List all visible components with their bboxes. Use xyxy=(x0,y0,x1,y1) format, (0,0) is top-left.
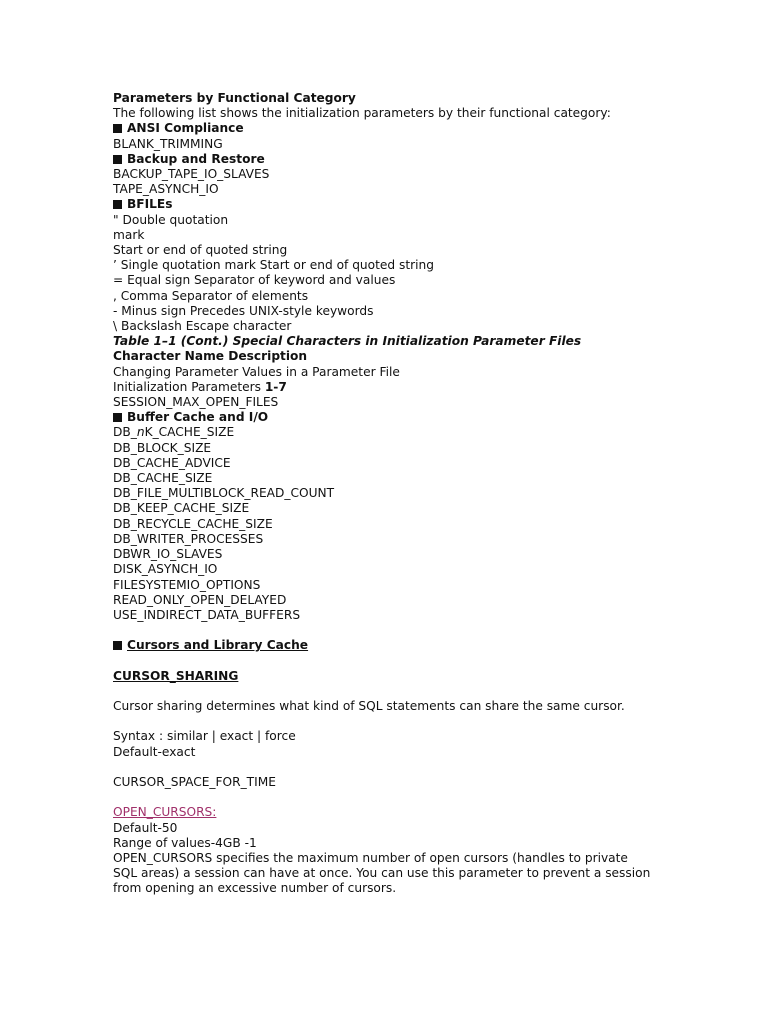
param-prefix: DB_ xyxy=(113,425,137,440)
intro-text: The following list shows the initialization parameters by their functional category: xyxy=(113,106,611,121)
category-cursors xyxy=(113,638,728,653)
param-item: DB_RECYCLE_CACHE_SIZE xyxy=(113,516,273,531)
param-item: DB_CACHE_ADVICE xyxy=(113,455,231,470)
category-bfiles xyxy=(113,197,728,212)
special-char-line: = Equal sign Separator of keyword and values xyxy=(113,273,396,288)
param-item: DBWR_IO_SLAVES xyxy=(113,547,223,562)
table-caption: Table 1–1 (Cont.) Special Characters in Initialization Parameter Files xyxy=(113,334,582,349)
category-label: BFILEs xyxy=(127,197,173,212)
black-square-bullet-icon xyxy=(113,641,122,650)
param-item: TAPE_ASYNCH_IO xyxy=(113,182,219,197)
category-label: ANSI Compliance xyxy=(127,121,244,136)
param-item: DB_WRITER_PROCESSES xyxy=(113,531,264,546)
special-char-line: mark xyxy=(113,227,145,242)
default-value: Default-50 xyxy=(113,820,178,835)
param-item: USE_INDIRECT_DATA_BUFFERS xyxy=(113,607,301,622)
param-item: DB_FILE_MULTIBLOCK_READ_COUNT xyxy=(113,486,335,501)
init-params-text: Initialization Parameters xyxy=(113,379,265,394)
special-char-line: - Minus sign Precedes UNIX-style keywords xyxy=(113,303,374,318)
category-ansi xyxy=(113,121,728,136)
changing-params-line: Changing Parameter Values in a Parameter File xyxy=(113,364,400,379)
black-square-bullet-icon xyxy=(113,155,122,164)
special-char-line: Start or end of quoted string xyxy=(113,243,288,258)
section-heading: Parameters by Functional Category xyxy=(113,91,356,105)
syntax-line: Syntax : similar | exact | force xyxy=(113,729,296,744)
black-square-bullet-icon xyxy=(113,413,122,422)
special-char-line: " Double quotation xyxy=(113,212,229,227)
category-label: Cursors and Library Cache xyxy=(127,638,309,653)
param-item: READ_ONLY_OPEN_DELAYED xyxy=(113,592,287,607)
default-value: Default-exact xyxy=(113,744,196,759)
param-item: BLANK_TRIMMING xyxy=(113,136,223,151)
param-item: FILESYSTEMIO_OPTIONS xyxy=(113,577,261,592)
open-cursors-title: OPEN_CURSORS: xyxy=(113,805,217,820)
page-number: 1-7 xyxy=(264,379,287,394)
special-char-line: \ Backslash Escape character xyxy=(113,319,292,334)
param-item: DISK_ASYNCH_IO xyxy=(113,562,218,577)
param-item: SESSION_MAX_OPEN_FILES xyxy=(113,395,279,410)
black-square-bullet-icon xyxy=(113,200,122,209)
category-label: Backup and Restore xyxy=(127,151,265,166)
table-header: Character Name Description xyxy=(113,349,308,364)
open-cursors-description: OPEN_CURSORS specifies the maximum number of open cursors (handles to private SQL areas) a session can have at once. You can use this parameter to prevent a session from opening an excessive number of cursors. xyxy=(113,851,651,896)
param-item: BACKUP_TAPE_IO_SLAVES xyxy=(113,167,270,182)
category-backup xyxy=(113,152,728,167)
special-char-line: ’ Single quotation mark Start or end of quoted string xyxy=(113,258,434,273)
special-char-line: , Comma Separator of elements xyxy=(113,288,309,303)
cursor-sharing-description: Cursor sharing determines what kind of SQL statements can share the same cursor. xyxy=(113,699,625,714)
param-variable: n xyxy=(136,425,145,440)
param-item: DB_BLOCK_SIZE xyxy=(113,440,212,455)
range-of-values: Range of values-4GB -1 xyxy=(113,835,257,850)
param-item: DB_CACHE_SIZE xyxy=(113,471,213,486)
param-item: DB_KEEP_CACHE_SIZE xyxy=(113,501,250,516)
param-suffix: K_CACHE_SIZE xyxy=(144,425,235,440)
category-label: Buffer Cache and I/O xyxy=(127,410,269,425)
init-params-line xyxy=(113,380,728,395)
param-item xyxy=(113,425,728,440)
param-item: CURSOR_SPACE_FOR_TIME xyxy=(113,775,276,790)
black-square-bullet-icon xyxy=(113,124,122,133)
cursor-sharing-title: CURSOR_SHARING xyxy=(113,668,239,683)
category-buffer xyxy=(113,410,728,425)
